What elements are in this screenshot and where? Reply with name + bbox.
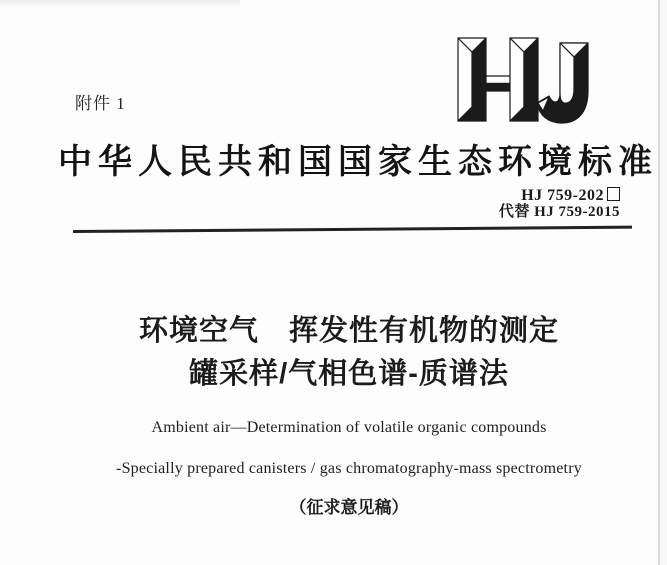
standard-number-text: HJ 759-202 [521,187,604,204]
year-placeholder-box [607,187,620,201]
title-en-line1: Ambient air—Determination of volatile organic compounds [151,419,547,436]
scan-smudge [0,0,240,7]
title-en-line2: -Specially prepared canisters / gas chromatography-mass spectrometry [116,460,582,477]
title-zh-line2: 罐采样/气相色谱-质谱法 [189,358,509,390]
attachment-label: 附件 1 [75,94,126,113]
draft-note: （征求意见稿） [289,498,409,517]
scan-edge-margin [660,0,667,565]
standard-heading: 中华人民共和国国家生态环境标准 [58,144,658,181]
hj-logo [456,31,608,124]
replaces-note: 代替 HJ 759-2015 [498,204,620,220]
standard-number [0,187,620,204]
scan-edge-line [658,0,660,565]
header-divider [73,226,632,233]
title-zh-line1: 环境空气 挥发性有机物的测定 [138,315,559,347]
